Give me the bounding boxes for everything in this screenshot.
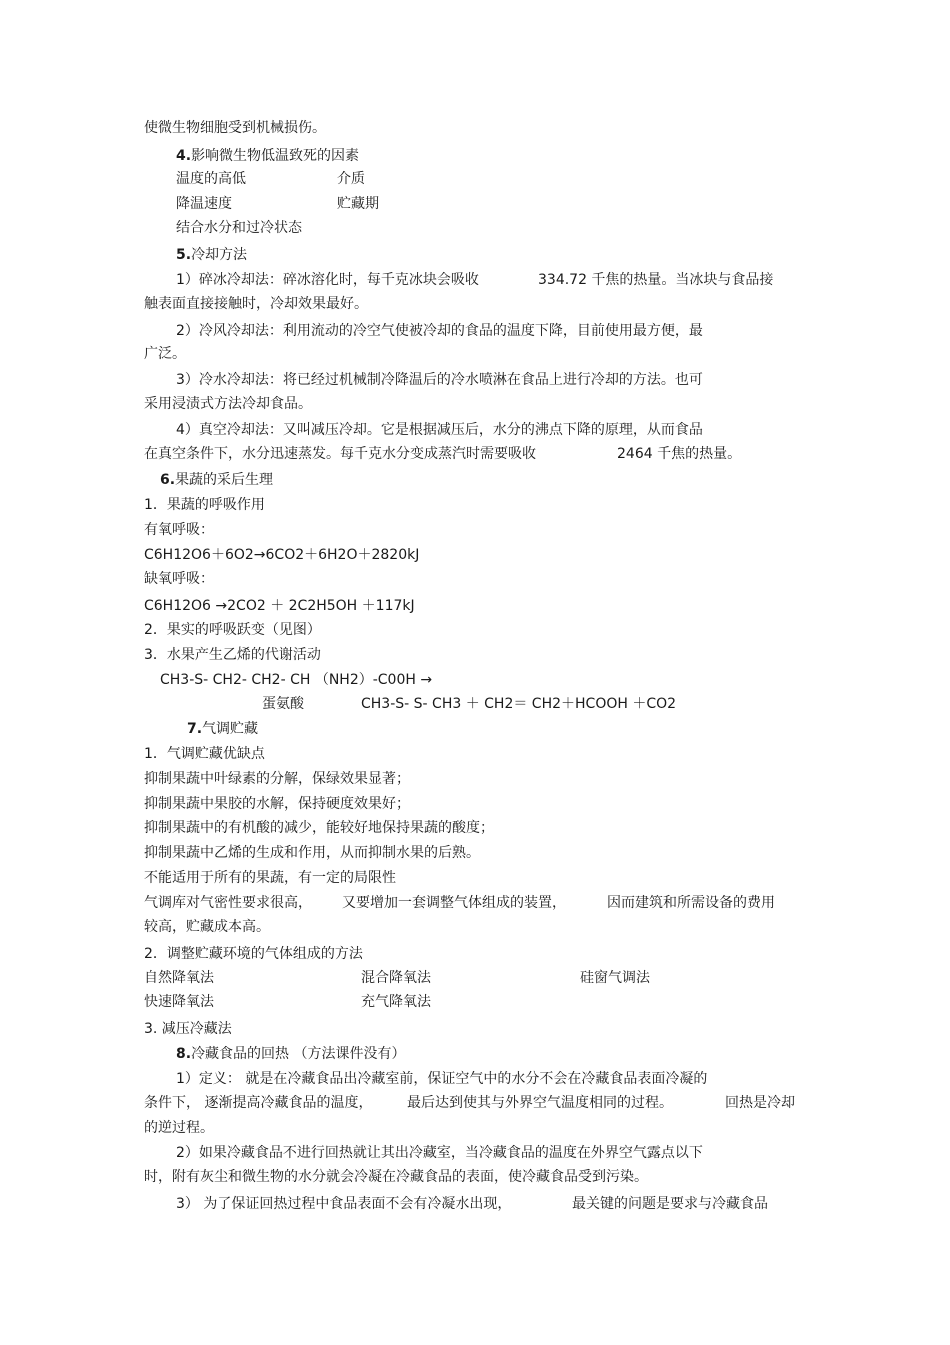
factor-item: 温度的高低 [176, 171, 246, 187]
text-line: 缺氧呼吸： [144, 571, 214, 587]
section-title: 冷却方法 [191, 247, 248, 263]
section-heading-4 [176, 147, 359, 165]
section-number: 8. [176, 1046, 192, 1062]
text-line: 较高，贮藏成本高。 [144, 919, 270, 935]
equation: CH3-S- S- CH3 ＋ CH2＝ CH2＋HCOOH ＋CO2 [361, 696, 677, 712]
method-item: 充气降氧法 [361, 994, 431, 1010]
text-line: 因而建筑和所需设备的费用 [607, 895, 775, 911]
text-line: 回热是冷却 [725, 1095, 795, 1111]
text-line: 触表面直接接触时，冷却效果最好。 [144, 296, 368, 312]
section-title: 影响微生物低温致死的因素 [191, 148, 360, 164]
text-line: 3．水果产生乙烯的代谢活动 [144, 647, 321, 663]
factor-item: 贮藏期 [337, 196, 379, 212]
section-number: 4. [176, 148, 192, 164]
text-line: 3） 为了保证回热过程中食品表面不会有冷凝水出现， [176, 1196, 512, 1212]
text-line: 1）定义： 就是在冷藏食品出冷藏室前，保证空气中的水分不会在冷藏食品表面冷凝的 [176, 1071, 708, 1087]
section-title: 果蔬的采后生理 [175, 472, 274, 488]
text-line: 334.72 千焦的热量。当冰块与食品接 [538, 272, 774, 288]
text-line: 又要增加一套调整气体组成的装置， [342, 895, 566, 911]
method-item: 快速降氧法 [144, 994, 214, 1010]
text-line: 抑制果蔬中果胶的水解，保持硬度效果好； [144, 796, 410, 812]
text-line: 不能适用于所有的果蔬，有一定的局限性 [144, 870, 396, 886]
section-heading-8 [176, 1045, 406, 1063]
method-item: 硅窗气调法 [580, 970, 650, 986]
equation-label: 蛋氨酸 [262, 696, 304, 712]
method-item: 自然降氧法 [144, 970, 214, 986]
text-line: 2）如果冷藏食品不进行回热就让其出冷藏室，当冷藏食品的温度在外界空气露点以下 [176, 1145, 703, 1161]
text-line: 3）冷水冷却法：将已经过机械制冷降温后的冷水喷淋在食品上进行冷却的方法。也可 [176, 372, 703, 388]
text-line: 2）冷风冷却法：利用流动的冷空气使被冷却的食品的温度下降，目前使用最方便，最 [176, 323, 703, 339]
section-heading-6 [160, 471, 273, 489]
text-line: 时，附有灰尘和微生物的水分就会冷凝在冷藏食品的表面，使冷藏食品受到污染。 [144, 1169, 648, 1185]
text-line: 3. 减压冷藏法 [144, 1021, 232, 1037]
text-line: 1．气调贮藏优缺点 [144, 746, 265, 762]
method-item: 混合降氧法 [361, 970, 431, 986]
text-line: 2464 千焦的热量。 [617, 446, 742, 462]
section-heading-7 [187, 720, 258, 738]
text-line: 采用浸渍式方法冷却食品。 [144, 396, 312, 412]
factor-item: 结合水分和过冷状态 [176, 220, 302, 236]
equation: C6H12O6 →2CO2 ＋ 2C2H5OH ＋117kJ [144, 598, 415, 614]
text-line: 1．果蔬的呼吸作用 [144, 497, 265, 513]
text-line: 最后达到使其与外界空气温度相同的过程。 [407, 1095, 673, 1111]
section-heading-5 [176, 246, 247, 264]
section-number: 6. [160, 472, 176, 488]
text-line: 广泛。 [144, 346, 186, 362]
section-title: 气调贮藏 [202, 721, 259, 737]
text-line: 条件下， 逐渐提高冷藏食品的温度， [144, 1095, 373, 1111]
text-line: 气调库对气密性要求很高， [144, 895, 312, 911]
section-title: 冷藏食品的回热 （方法课件没有） [191, 1046, 406, 1062]
factor-item: 降温速度 [176, 196, 232, 212]
text-line: 抑制果蔬中叶绿素的分解，保绿效果显著； [144, 771, 410, 787]
text-line: 2．调整贮藏环境的气体组成的方法 [144, 946, 363, 962]
section-number: 7. [187, 721, 203, 737]
text-line: 使微生物细胞受到机械损伤。 [144, 120, 326, 136]
text-line: 2．果实的呼吸跃变（见图） [144, 622, 321, 638]
equation: C6H12O6＋6O2→6CO2＋6H2O＋2820kJ [144, 547, 420, 563]
text-line: 1）碎冰冷却法：碎冰溶化时，每千克冰块会吸收 [176, 272, 479, 288]
equation: CH3-S- CH2- CH2- CH （NH2）-C00H → [160, 672, 433, 688]
text-line: 抑制果蔬中乙烯的生成和作用，从而抑制水果的后熟。 [144, 845, 480, 861]
text-line: 有氧呼吸： [144, 522, 214, 538]
text-line: 4）真空冷却法：又叫减压冷却。它是根据减压后，水分的沸点下降的原理，从而食品 [176, 422, 703, 438]
text-line: 的逆过程。 [144, 1120, 214, 1136]
text-line: 最关键的问题是要求与冷藏食品 [572, 1196, 768, 1212]
text-line: 抑制果蔬中的有机酸的减少，能较好地保持果蔬的酸度； [144, 820, 494, 836]
text-line: 在真空条件下，水分迅速蒸发。每千克水分变成蒸汽时需要吸收 [144, 446, 536, 462]
section-number: 5. [176, 247, 192, 263]
factor-item: 介质 [337, 171, 365, 187]
